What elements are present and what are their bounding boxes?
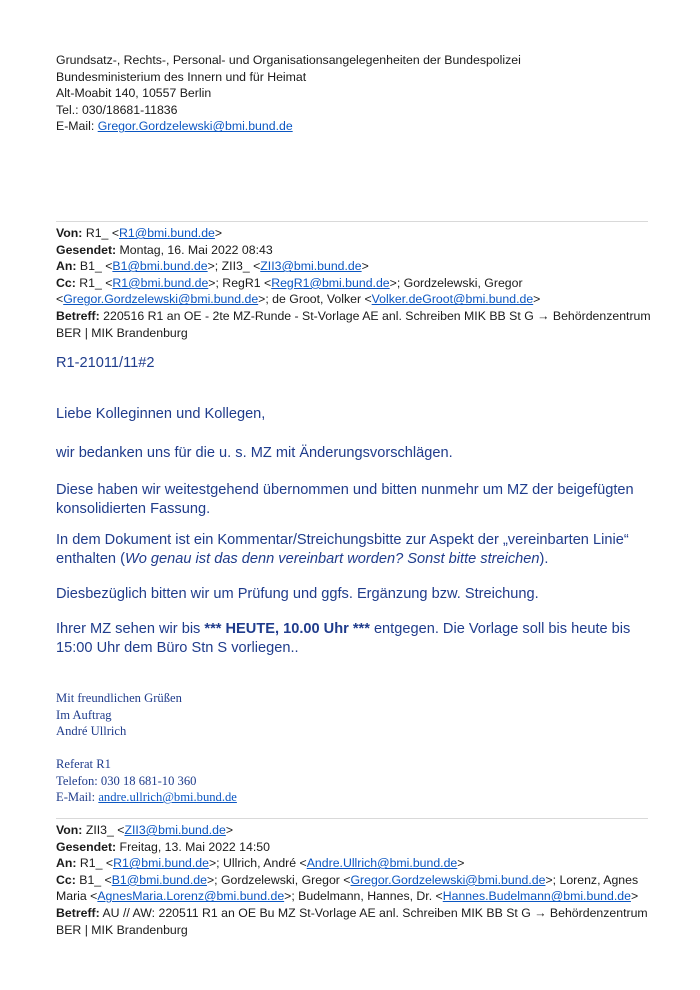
signature-block <box>56 690 648 740</box>
org-line-3: Alt-Moabit 140, 10557 Berlin <box>56 86 212 101</box>
subject-label: Betreff: <box>56 308 100 323</box>
org-block <box>56 52 648 135</box>
mail2-cc-cont <box>56 888 648 905</box>
paragraph-5-text: entgegen. Die Vorlage soll bis heute bis <box>369 621 631 637</box>
to-email-link[interactable]: ZII3@bmi.bund.de <box>260 259 362 274</box>
sent-label: Gesendet: <box>56 839 117 854</box>
cc-name: >; RegR1 < <box>208 275 272 290</box>
cc-name: R1_ < <box>75 275 113 290</box>
deadline-highlight: *** HEUTE, 10.00 Uhr *** <box>204 621 370 637</box>
paragraph-5-text: Ihrer MZ sehen wir bis <box>56 621 205 637</box>
divider <box>56 221 648 222</box>
signature-phone: Telefon: 030 18 681-10 360 <box>56 773 197 788</box>
cc-label: Cc: <box>56 872 76 887</box>
to-name: R1_ < <box>76 856 114 871</box>
mail2-subject-cont: BER | MIK Brandenburg <box>56 922 188 937</box>
org-line-1: Grundsatz-, Rechts-, Personal- und Organisationsangelegenheiten der Bundespolizei <box>56 53 521 67</box>
org-email-line <box>56 118 648 135</box>
from-email-link[interactable]: ZII3@bmi.bund.de <box>124 823 226 837</box>
to-label: An: <box>56 856 77 871</box>
to-name: B1_ < <box>76 259 113 274</box>
cc-email-link[interactable]: AgnesMaria.Lorenz@bmi.bund.de <box>97 889 285 904</box>
greeting: Liebe Kolleginnen und Kollegen, <box>56 406 266 422</box>
mail2-subject <box>56 905 648 922</box>
org-line-2: Bundesministerium des Innern und für Heimat <box>56 69 307 84</box>
to-email-link[interactable]: Andre.Ullrich@bmi.bund.de <box>306 856 458 871</box>
cc-name: >; Budelmann, Hannes, Dr. < <box>284 889 443 904</box>
divider <box>56 818 648 819</box>
to-end: > <box>361 259 369 274</box>
mail1-to <box>56 258 648 275</box>
signature-email-link[interactable]: andre.ullrich@bmi.bund.de <box>98 790 237 805</box>
mail2-to <box>56 855 648 872</box>
mail1-sent <box>56 242 648 259</box>
subject-text: AU // AW: 220511 R1 an OE Bu MZ St-Vorlage AE anl. Schreiben MIK BB St G → Behördenzentrum <box>99 905 648 920</box>
paragraph-2-line: Diese haben wir weitestgehend übernommen und bitten nunmehr um MZ der beigefügten <box>56 482 634 498</box>
mail1-header <box>56 225 651 341</box>
cc-email-link[interactable]: RegR1@bmi.bund.de <box>271 275 390 290</box>
paragraph-2 <box>56 481 648 519</box>
mail2-from <box>56 822 648 839</box>
from-end: > <box>225 823 234 837</box>
to-name: >; Ullrich, André < <box>208 856 307 871</box>
signature-email-label: E-Mail: <box>56 790 99 805</box>
cc-label: Cc: <box>56 275 76 290</box>
paragraph-3-line: In dem Dokument ist ein Kommentar/Streichungsbitte zur Aspekt der „vereinbarten Linie“ <box>56 532 629 548</box>
from-name: R1_ < <box>82 226 119 240</box>
cc-name: B1_ < <box>75 872 112 887</box>
subject-text: 220516 R1 an OE - 2te MZ-Runde - St-Vorlage AE anl. Schreiben MIK BB St G → Behördenzentrum <box>99 308 651 323</box>
sent-value: Montag, 16. Mai 2022 08:43 <box>116 242 273 257</box>
paragraph-3-text: enthalten ( <box>56 551 125 567</box>
from-end: > <box>214 226 223 240</box>
to-end: > <box>457 856 465 871</box>
mail-reference: R1-21011/11#2 <box>56 355 155 371</box>
paragraph-3-line <box>56 550 648 569</box>
cc-name: >; Lorenz, Agnes <box>545 872 639 887</box>
cc-email-link[interactable]: B1@bmi.bund.de <box>111 872 207 887</box>
from-label: Von: <box>56 823 83 837</box>
cc-name: Maria < <box>56 889 98 904</box>
mail2-sent <box>56 839 648 856</box>
signature-contact <box>56 756 648 806</box>
signature-closing: Mit freundlichen Grüßen <box>56 691 182 705</box>
signature-name: André Ullrich <box>56 724 127 739</box>
sent-label: Gesendet: <box>56 242 117 257</box>
to-email-link[interactable]: B1@bmi.bund.de <box>112 259 208 274</box>
mail2-header <box>56 822 648 938</box>
org-line-4: Tel.: 030/18681-11836 <box>56 102 178 117</box>
signature-auftrag: Im Auftrag <box>56 707 112 722</box>
cc-email-link[interactable]: Hannes.Budelmann@bmi.bund.de <box>442 889 631 904</box>
paragraph-5 <box>56 620 648 658</box>
to-label: An: <box>56 259 77 274</box>
paragraph-3-text: ). <box>539 551 549 567</box>
subject-label: Betreff: <box>56 905 100 920</box>
mail1-subject <box>56 308 651 325</box>
org-email-link[interactable]: Gregor.Gordzelewski@bmi.bund.de <box>97 119 293 134</box>
mail2-cc <box>56 872 648 889</box>
paragraph-4: Diesbezüglich bitten wir um Prüfung und ggfs. Ergänzung bzw. Streichung. <box>56 586 539 602</box>
paragraph-1: wir bedanken uns für die u. s. MZ mit Änderungsvorschlägen. <box>56 445 453 461</box>
mail1-cc <box>56 275 648 292</box>
paragraph-5-line <box>56 620 648 639</box>
comment-quote: Wo genau ist das denn vereinbart worden? Sonst bitte streichen <box>124 551 540 567</box>
cc-email-link[interactable]: Volker.deGroot@bmi.bund.de <box>371 292 534 307</box>
from-label: Von: <box>56 226 83 240</box>
signature-email-line <box>56 789 648 806</box>
cc-name: >; Gordzelewski, Gregor <box>389 275 523 290</box>
cc-name: >; de Groot, Volker < <box>258 292 372 307</box>
from-name: ZII3_ < <box>82 823 125 837</box>
cc-email-link[interactable]: Gregor.Gordzelewski@bmi.bund.de <box>63 292 259 307</box>
signature-unit: Referat R1 <box>56 757 111 771</box>
to-name: >; ZII3_ < <box>207 259 261 274</box>
cc-end: > <box>533 292 541 307</box>
to-email-link[interactable]: R1@bmi.bund.de <box>113 856 209 871</box>
cc-open: < <box>56 292 64 307</box>
mail1-subject-cont: BER | MIK Brandenburg <box>56 325 188 340</box>
cc-email-link[interactable]: Gregor.Gordzelewski@bmi.bund.de <box>350 872 546 887</box>
from-email-link[interactable]: R1@bmi.bund.de <box>119 226 215 240</box>
mail1-from <box>56 225 648 242</box>
paragraph-5-line: 15:00 Uhr dem Büro Stn S vorliegen.. <box>56 640 299 656</box>
cc-end: > <box>630 889 639 904</box>
mail1-cc-cont <box>56 291 648 308</box>
sent-value: Freitag, 13. Mai 2022 14:50 <box>116 839 270 854</box>
cc-email-link[interactable]: R1@bmi.bund.de <box>112 275 209 290</box>
paragraph-2-line: konsolidierten Fassung. <box>56 501 211 517</box>
cc-name: >; Gordzelewski, Gregor < <box>206 872 351 887</box>
org-email-label: E-Mail: <box>56 119 98 134</box>
paragraph-3 <box>56 531 648 569</box>
